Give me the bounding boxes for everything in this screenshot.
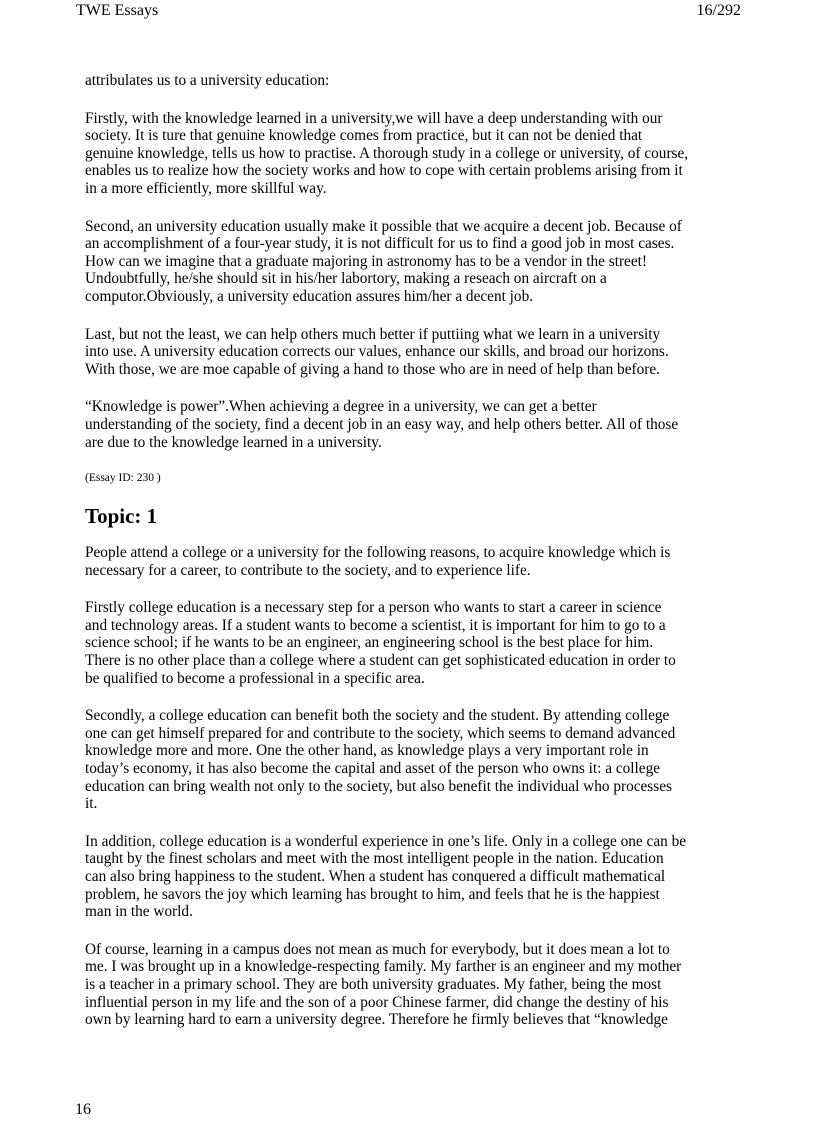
essay-paragraph-last: Last, but not the least, we can help others much better if puttiing what we learn in a university into use. A university education corrects our values, enhance our skills, and broad our horizons. With those, we are moe capable of giving a hand to those who are in need of help than before. [85, 325, 669, 378]
page-number: 16 [75, 1101, 91, 1118]
essay-id: (Essay ID: 230 ) [85, 472, 161, 485]
header-page-count: 16/292 [696, 2, 741, 19]
topic-paragraph-3: Secondly, a college education can benefit both the society and the student. By attending college one can get himself prepared for and contribute to the society, which seems to demand advanced knowledge more and more. One the other hand, as knowledge plays a very important role in today’s economy, it has also become the capital and asset of the person who owns it: a college education can bring wealth not only to the society, but also benefit the individual who processes it. [85, 707, 676, 813]
topic-paragraph-5: Of course, learning in a campus does not mean as much for everybody, but it does mean a lot to me. I was brought up in a knowledge-respecting family. My farther is an engineer and my mother is a teacher in a primary school. They are both university graduates. My father, being the most influential person in my life and the son of a poor Chinese farmer, did change the destiny of his own by learning hard to earn a university degree. Therefore he firmly believes that “knowledge [85, 940, 682, 1029]
topic-paragraph-2: Firstly college education is a necessary step for a person who wants to start a career in science and technology areas. If a student wants to become a scientist, it is important for him to go to a science school; if he wants to be an engineer, an engineering school is the best place for him. There is no other place than a college where a student can get sophisticated education in order to be qualified to become a professional in a specific area. [85, 599, 676, 687]
essay-paragraph-second: Second, an university education usually make it possible that we acquire a decent job. Because of an accomplishment of a four-year study, it is not difficult for us to find a good job in most cases. How can we imagine that a graduate majoring in astronomy has to be a vendor in the street! Undoubtfully, he/she should sit in his/her labortory, making a reseach on aircraft on a computor.Obviously, a university education assures him/her a decent job. [85, 217, 682, 305]
essay-paragraph-intro: attribulates us to a university education: [85, 72, 330, 89]
topic-paragraph-1: People attend a college or a university for the following reasons, to acquire knowledge which is necessary for a career, to contribute to the society, and to experience life. [85, 544, 671, 579]
topic-heading: Topic: 1 [85, 504, 158, 529]
topic-paragraph-4: In addition, college education is a wonderful experience in one’s life. Only in a college one can be taught by the finest scholars and meet with the most intelligent people in the nation. Education can also bring happiness to the student. When a student has conquered a difficult mathematical problem, he savors the joy which learning has brought to him, and feels that he is the happiest man in the world. [85, 832, 687, 921]
page-body [85, 72, 735, 1049]
essay-paragraph-conclusion: “Knowledge is power”.When achieving a degree in a university, we can get a better understanding of the society, find a decent job in an easy way, and help others better. All of those are due to the knowledge learned in a university. [85, 398, 679, 451]
header-title: TWE Essays [76, 2, 159, 19]
essay-paragraph-firstly: Firstly, with the knowledge learned in a university,we will have a deep understanding with our society. It is ture that genuine knowledge comes from practice, but it can not be denied that genuine knowledge, tells us how to practise. A thorough study in a college or university, of course, enables us to realize how the society works and how to cope with certain problems arising from it in a more efficiently, more skillful way. [85, 109, 689, 197]
